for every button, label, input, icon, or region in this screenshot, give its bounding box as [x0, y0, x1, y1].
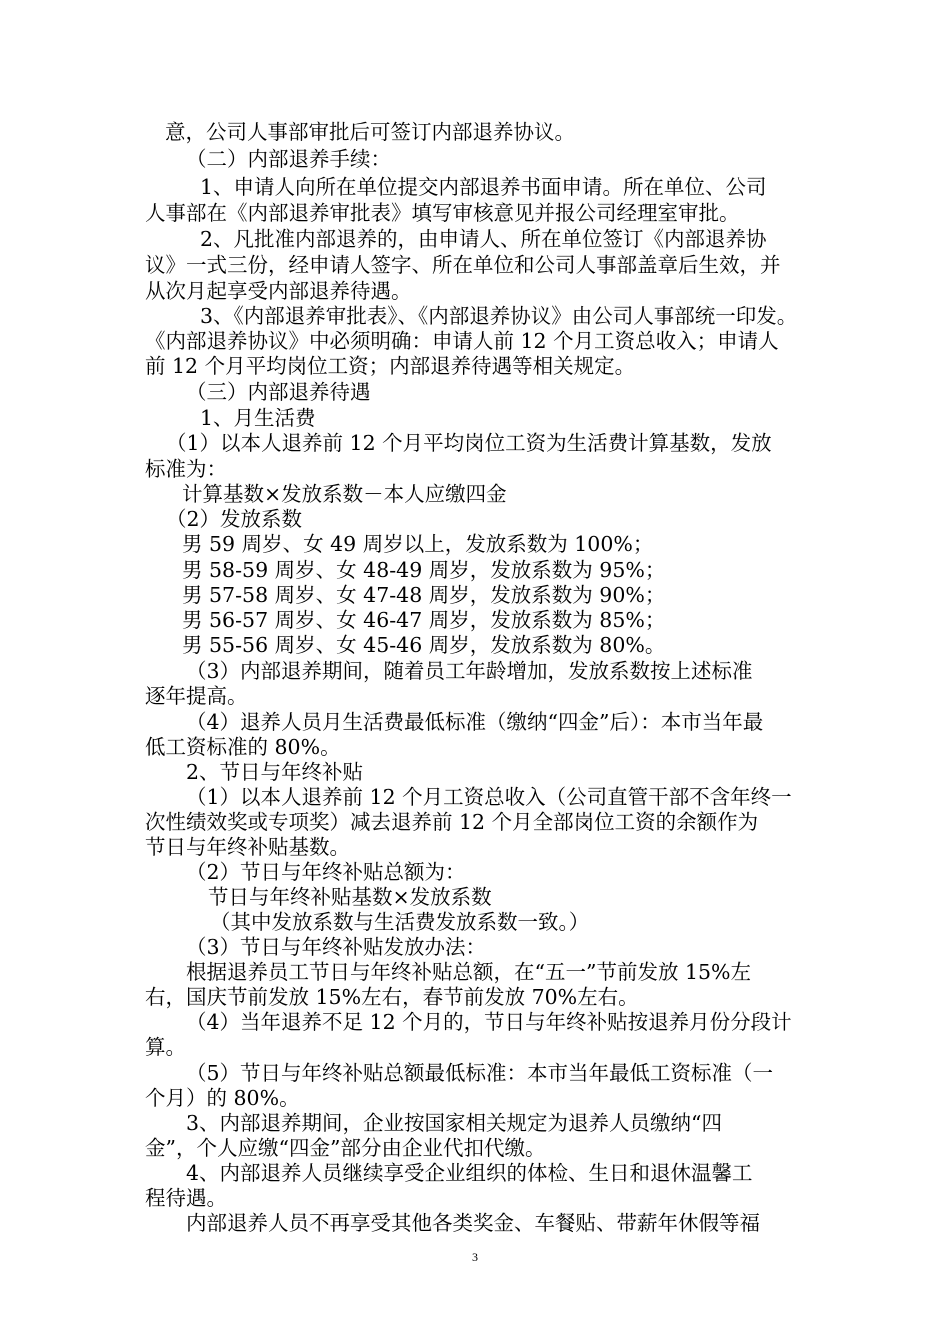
- section-heading: （二）内部退养手续：: [186, 147, 391, 171]
- text-line: 3、《内部退养审批表》、《内部退养协议》由公司人事部统一印发。: [200, 304, 798, 328]
- text-line: 节日与年终补贴基数。: [145, 835, 350, 859]
- text-line: 算。: [145, 1035, 186, 1059]
- text-line: 意，公司人事部审批后可签订内部退养协议。: [165, 120, 575, 144]
- text-line: 议》一式三份，经申请人签字、所在单位和公司人事部盖章后生效，并: [145, 253, 781, 277]
- text-line: （2）节日与年终补贴总额为：: [186, 860, 466, 884]
- text-line: 次性绩效奖或专项奖）减去退养前 12 个月全部岗位工资的余额作为: [145, 810, 759, 834]
- text-line: 人事部在《内部退养审批表》填写审核意见并报公司经理室审批。: [145, 201, 740, 225]
- text-line: （4）当年退养不足 12 个月的，节日与年终补贴按退养月份分段计: [186, 1010, 792, 1034]
- formula-line: 节日与年终补贴基数×发放系数: [208, 885, 492, 909]
- section-heading: （三）内部退养待遇: [186, 380, 371, 404]
- subsection-heading: 2、节日与年终补贴: [186, 760, 364, 784]
- text-line: 逐年提高。: [145, 684, 248, 708]
- text-line: 右，国庆节前发放 15%左右，春节前发放 70%左右。: [145, 985, 639, 1009]
- text-line: 4、内部退养人员继续享受企业组织的体检、生日和退休温馨工: [186, 1161, 753, 1185]
- text-line: 《内部退养协议》中必须明确：申请人前 12 个月工资总收入；申请人: [145, 329, 779, 353]
- text-line: 金”，个人应缴“四金”部分由企业代扣代缴。: [145, 1136, 546, 1160]
- text-line: 标准为：: [145, 457, 227, 481]
- text-line: （4）退养人员月生活费最低标准（缴纳“四金”后）：本市当年最: [186, 710, 764, 734]
- subsection-heading: 1、月生活费: [200, 406, 316, 430]
- text-line: （3）节日与年终补贴发放办法：: [186, 935, 487, 959]
- text-line: （1）以本人退养前 12 个月平均岗位工资为生活费计算基数，发放: [166, 431, 772, 455]
- text-line: 低工资标准的 80%。: [145, 735, 341, 759]
- text-line: 2、凡批准内部退养的，由申请人、所在单位签订《内部退养协: [200, 227, 767, 251]
- text-line: 前 12 个月平均岗位工资；内部退养待遇等相关规定。: [145, 354, 636, 378]
- text-line: 3、内部退养期间，企业按国家相关规定为退养人员缴纳“四: [186, 1111, 723, 1135]
- list-item: 男 55-56 周岁、女 45-46 周岁，发放系数为 80%。: [182, 633, 666, 657]
- text-line: 程待遇。: [145, 1186, 227, 1210]
- text-line: 1、申请人向所在单位提交内部退养书面申请。所在单位、公司: [200, 175, 767, 199]
- text-line: 内部退养人员不再享受其他各类奖金、车餐贴、带薪年休假等福: [186, 1211, 760, 1235]
- text-line: （2）发放系数: [166, 507, 303, 531]
- list-item: 男 57-58 周岁、女 47-48 周岁，发放系数为 90%；: [182, 583, 666, 607]
- list-item: 男 56-57 周岁、女 46-47 周岁，发放系数为 85%；: [182, 608, 666, 632]
- text-line: 根据退养员工节日与年终补贴总额，在“五一”节前发放 15%左: [186, 960, 752, 984]
- formula-line: 计算基数×发放系数－本人应缴四金: [182, 482, 507, 506]
- page-number: 3: [472, 1250, 478, 1264]
- list-item: 男 58-59 周岁、女 48-49 周岁，发放系数为 95%；: [182, 558, 666, 582]
- text-line: （5）节日与年终补贴总额最低标准：本市当年最低工资标准（一: [186, 1061, 774, 1085]
- text-line: （3）内部退养期间，随着员工年龄增加，发放系数按上述标准: [186, 659, 753, 683]
- text-line: 从次月起享受内部退养待遇。: [145, 279, 412, 303]
- text-line: 个月）的 80%。: [145, 1086, 300, 1110]
- text-line: （其中发放系数与生活费发放系数一致。）: [210, 910, 590, 934]
- list-item: 男 59 周岁、女 49 周岁以上，发放系数为 100%；: [182, 532, 654, 556]
- text-line: （1）以本人退养前 12 个月工资总收入（公司直管干部不含年终一: [186, 785, 792, 809]
